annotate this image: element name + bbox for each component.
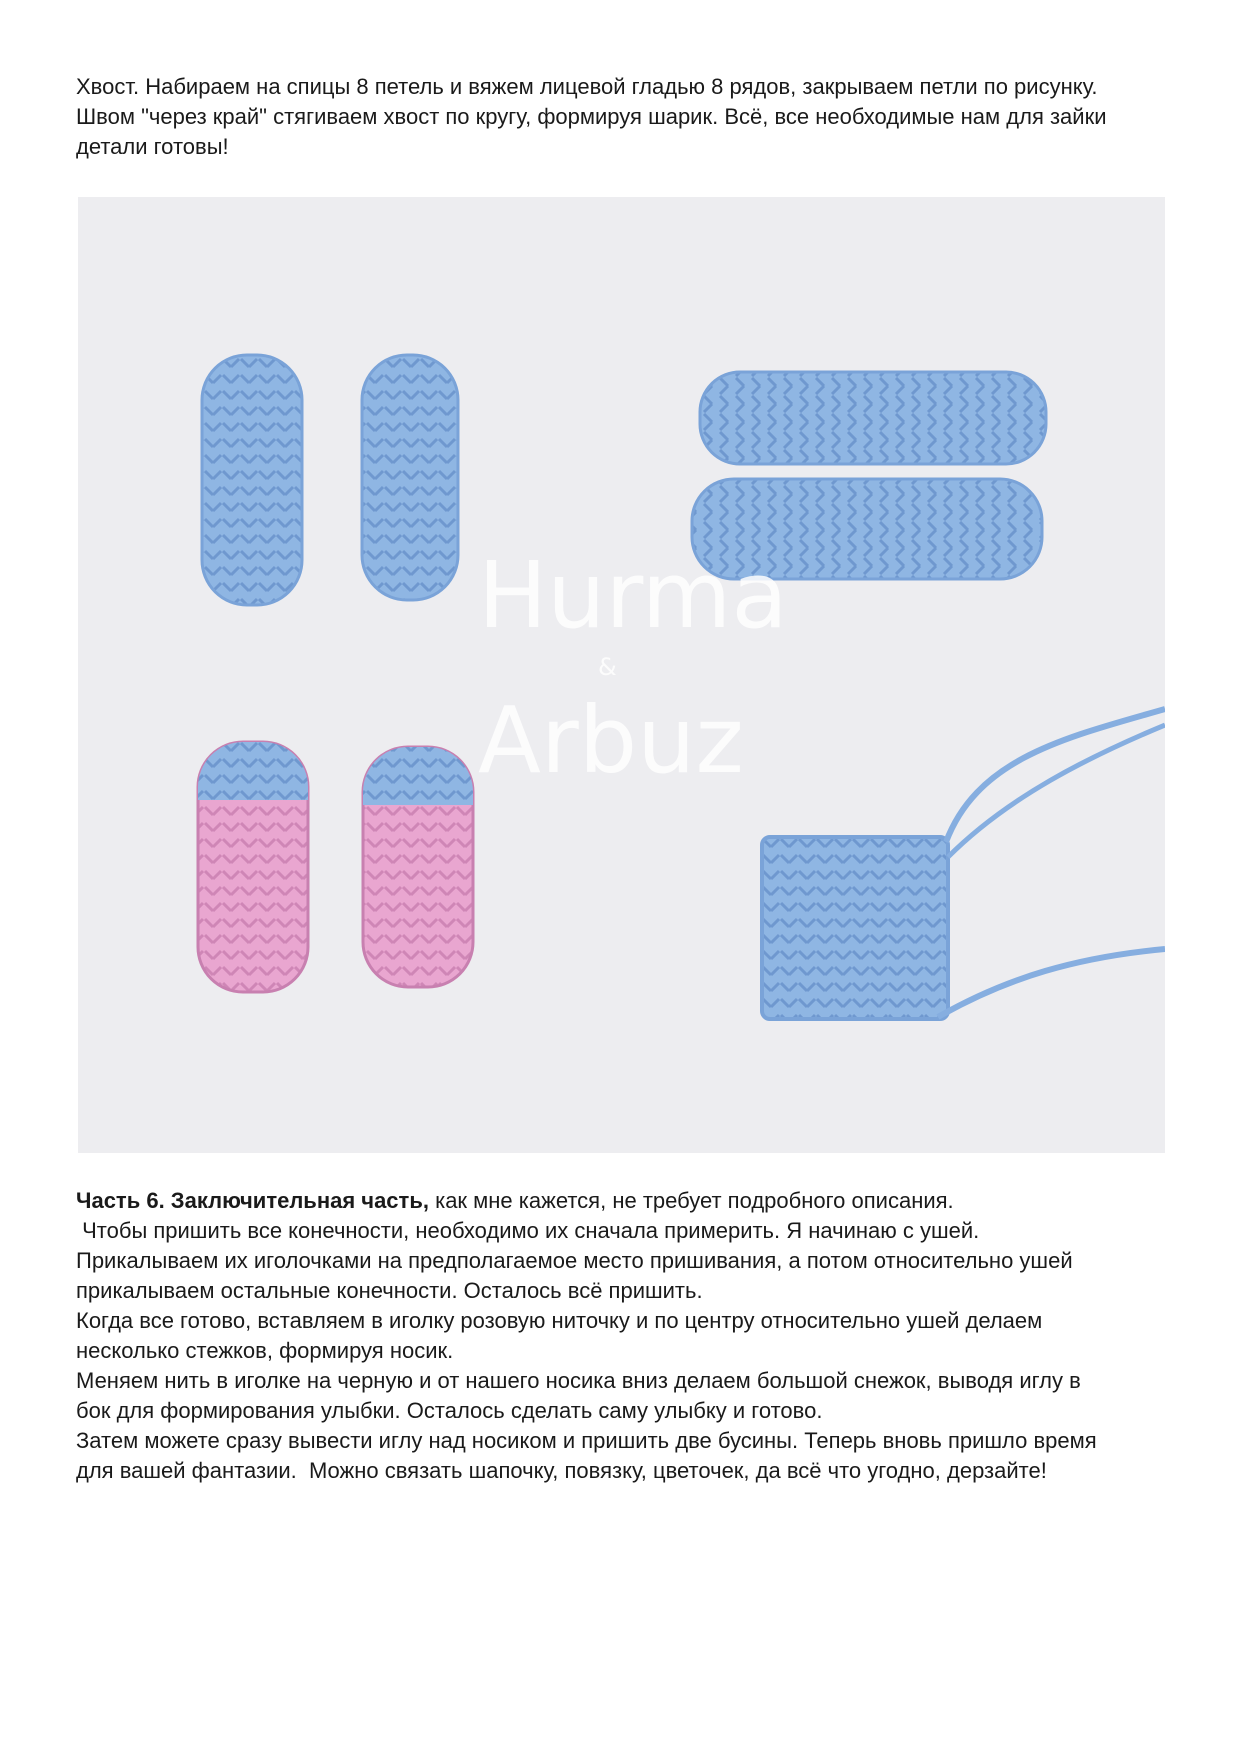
part6-line-4: прикалываем остальные конечности. Осталось всё пришить. xyxy=(76,1278,703,1303)
part6-line-6: несколько стежков, формируя носик. xyxy=(76,1338,454,1363)
part6-line-5: Когда все готово, вставляем в иголку розовую ниточку и по центру относительно ушей делаем xyxy=(76,1308,1043,1333)
intro-paragraph xyxy=(76,72,1176,162)
watermark-top: Hurma xyxy=(478,542,788,649)
part6-line-1 xyxy=(76,1186,1176,1216)
knitted-parts-photo xyxy=(78,197,1165,1153)
watermark-amp: & xyxy=(598,653,617,681)
part6-line-8: бок для формирования улыбки. Осталось сделать саму улыбку и готово. xyxy=(76,1398,823,1423)
intro-line-3: детали готовы! xyxy=(76,134,229,159)
blue-ear-top xyxy=(700,372,1046,464)
watermark-bottom: Arbuz xyxy=(478,687,744,794)
part6-line-9: Затем можете сразу вывести иглу над носиком и пришить две бусины. Теперь вновь пришло время xyxy=(76,1428,1097,1453)
part6-line-10: для вашей фантазии. Можно связать шапочку, повязку, цветочек, да всё что угодно, дерзайте! xyxy=(76,1458,1047,1483)
intro-line-2: Швом "через край" стягиваем хвост по кругу, формируя шарик. Всё, все необходимые нам для зайки xyxy=(76,104,1107,129)
part6-line-3: Прикалываем их иголочками на предполагаемое место пришивания, а потом относительно ушей xyxy=(76,1248,1073,1273)
blue-arm-left xyxy=(202,355,302,605)
watermark xyxy=(478,542,788,794)
part6-line-1-text: как мне кажется, не требует подробного описания. xyxy=(428,1188,954,1213)
pink-leg-right xyxy=(363,747,473,987)
blue-tail-square xyxy=(762,709,1165,1019)
part6-paragraph xyxy=(76,1186,1176,1486)
part6-line-2: Чтобы пришить все конечности, необходимо их сначала примерить. Я начинаю с ушей. xyxy=(76,1218,980,1243)
blue-arm-right xyxy=(362,355,458,600)
intro-line-1: Хвост. Набираем на спицы 8 петель и вяжем лицевой гладью 8 рядов, закрываем петли по рисунку. xyxy=(76,74,1098,99)
pink-leg-left xyxy=(198,742,308,992)
part6-line-7: Меняем нить в иголке на черную и от нашего носика вниз делаем большой снежок, выводя иглу в xyxy=(76,1368,1081,1393)
part6-heading: Часть 6. Заключительная часть, xyxy=(76,1188,429,1213)
